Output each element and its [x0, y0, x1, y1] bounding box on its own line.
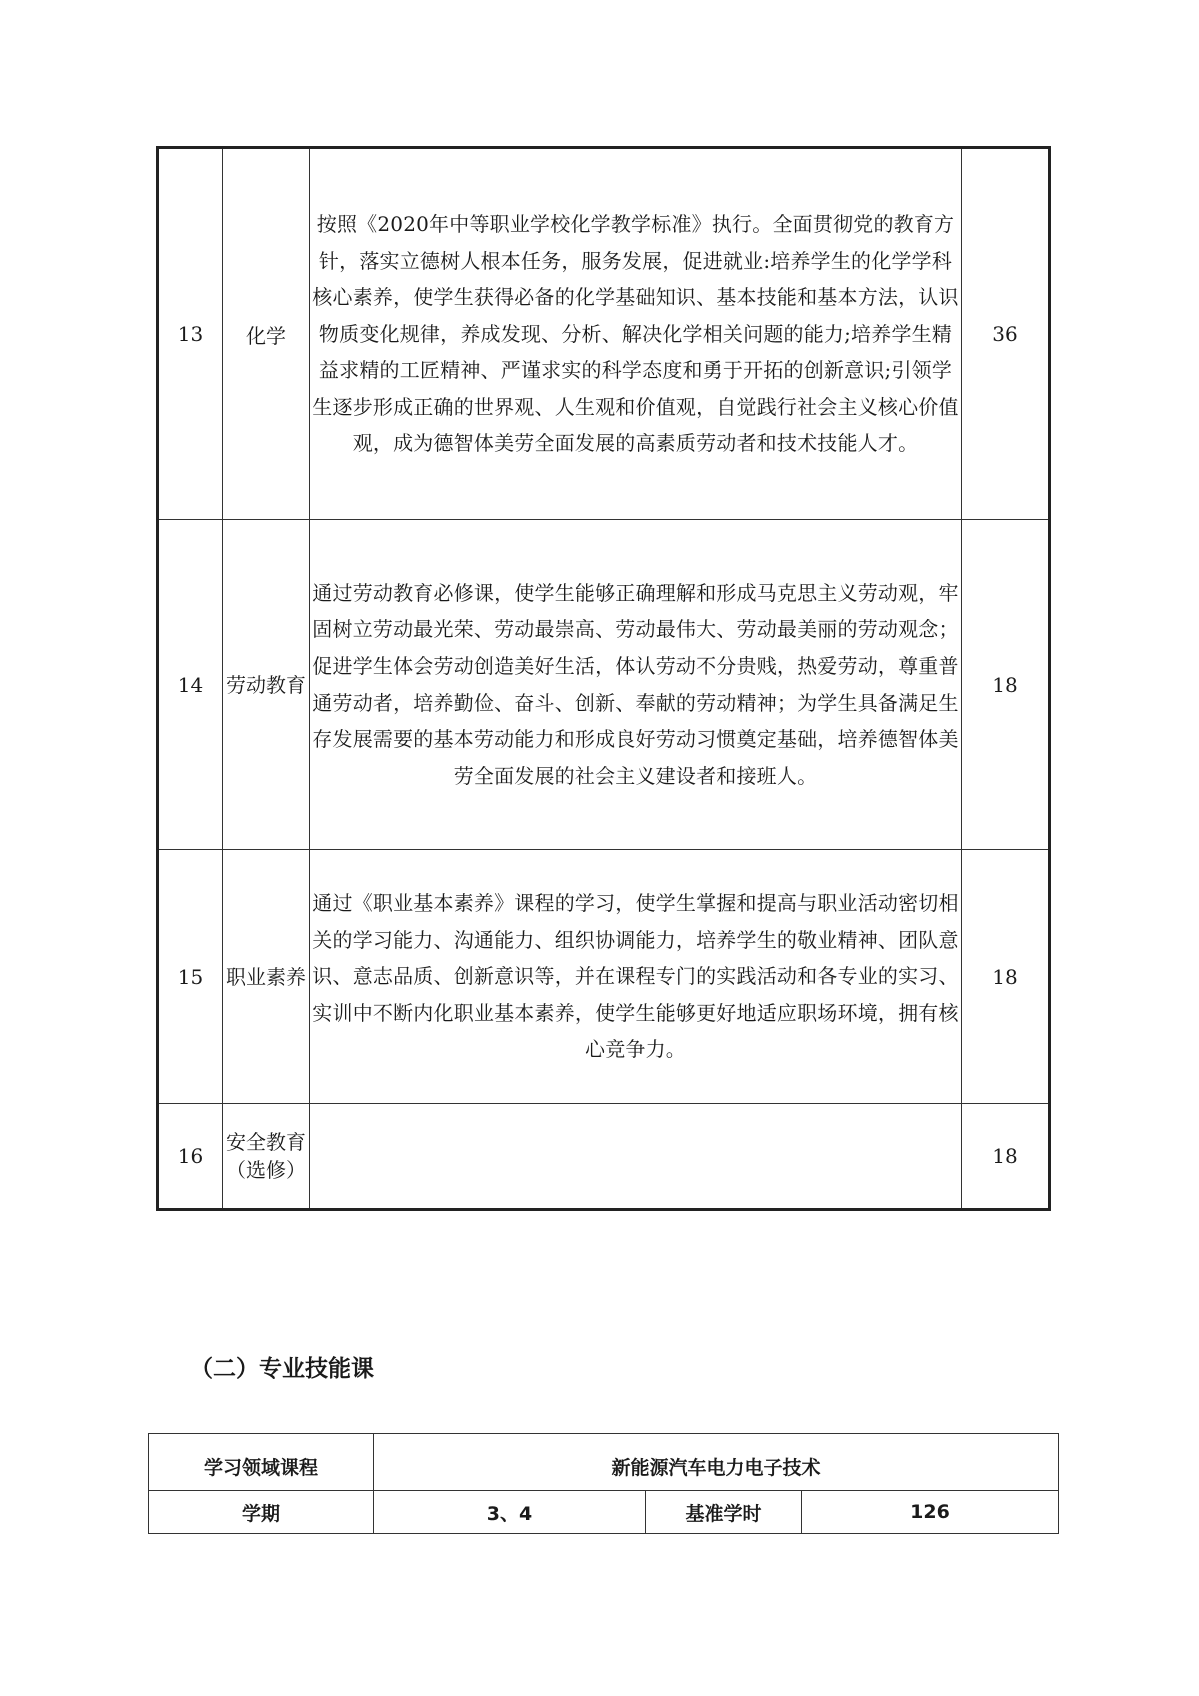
table-row [158, 520, 1050, 850]
course-number: 15 [158, 850, 223, 1104]
course-hours: 36 [962, 148, 1050, 520]
section-heading: （二）专业技能课 [190, 1356, 374, 1382]
table-row [158, 850, 1050, 1104]
course-number: 13 [158, 148, 223, 520]
course-number: 14 [158, 520, 223, 850]
table-row [149, 1434, 1059, 1491]
course-description: 通过劳动教育必修课，使学生能够正确理解和形成马克思主义劳动观，牢固树立劳动最光荣、劳动最崇高、劳动最伟大、劳动最美丽的劳动观念；促进学生体会劳动创造美好生活，体认劳动不分贵贱，热爱劳动，尊重普通劳动者，培养勤俭、奋斗、创新、奉献的劳动精神；为学生具备满足生存发展需要的基本劳动能力和形成良好劳动习惯奠定基础，培养德智体美劳全面发展的社会主义建设者和接班人。 [310, 520, 962, 850]
course-description: 按照《2020年中等职业学校化学教学标准》执行。全面贯彻党的教育方针，落实立德树人根本任务，服务发展，促进就业:培养学生的化学学科核心素养，使学生获得必备的化学基础知识、基本技能和基本方法，认识物质变化规律，养成发现、分析、解决化学相关问题的能力;培养学生精益求精的工匠精神、严谨求实的科学态度和勇于开拓的创新意识;引领学生逐步形成正确的世界观、人生观和价值观，自觉践行社会主义核心价值观，成为德智体美劳全面发展的高素质劳动者和技术技能人才。 [310, 148, 962, 520]
course-number: 16 [158, 1104, 223, 1210]
table-row [158, 148, 1050, 520]
table-row [158, 1104, 1050, 1210]
hours-value: 126 [802, 1491, 1059, 1534]
course-name: 化学 [223, 148, 310, 520]
course-name: 安全教育（选修） [223, 1104, 310, 1210]
skill-course-table [148, 1433, 1059, 1534]
field-label: 学习领域课程 [149, 1434, 374, 1491]
course-hours: 18 [962, 520, 1050, 850]
field-value: 新能源汽车电力电子技术 [374, 1434, 1059, 1491]
course-hours: 18 [962, 850, 1050, 1104]
hours-label: 基准学时 [646, 1491, 802, 1534]
course-name: 职业素养 [223, 850, 310, 1104]
course-hours: 18 [962, 1104, 1050, 1210]
table-row [149, 1491, 1059, 1534]
course-name: 劳动教育 [223, 520, 310, 850]
course-table [156, 146, 1051, 1211]
course-description [310, 1104, 962, 1210]
course-description: 通过《职业基本素养》课程的学习，使学生掌握和提高与职业活动密切相关的学习能力、沟通能力、组织协调能力，培养学生的敬业精神、团队意识、意志品质、创新意识等，并在课程专门的实践活动和各专业的实习、实训中不断内化职业基本素养，使学生能够更好地适应职场环境，拥有核心竞争力。 [310, 850, 962, 1104]
semester-label: 学期 [149, 1491, 374, 1534]
semester-value: 3、4 [374, 1491, 646, 1534]
